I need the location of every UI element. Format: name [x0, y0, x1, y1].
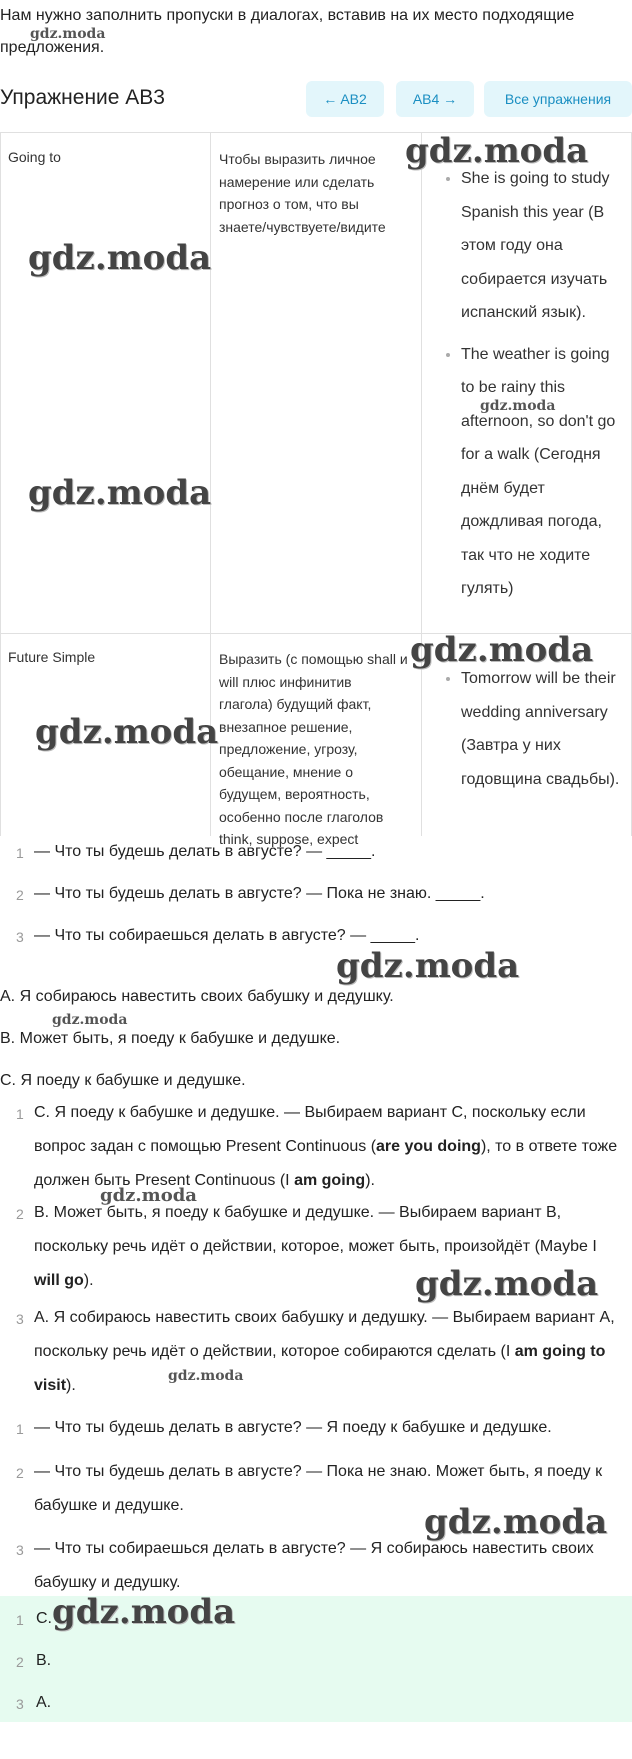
- watermark: gdz.moda: [168, 1368, 244, 1384]
- example-item: • Tomorrow will be their wedding anniversary (Завтра у них годовщина свадьбы).: [461, 662, 626, 796]
- list-number: 3: [16, 1542, 24, 1558]
- list-number: 3: [16, 1696, 24, 1712]
- prev-exercise-button[interactable]: ← AB2: [306, 81, 384, 117]
- watermark: gdz.moda: [415, 1264, 599, 1304]
- intro-line-1: Нам нужно заполнить пропуски в диалогах, вставив на их место подходящие: [0, 7, 575, 24]
- example-item: • The weather is going to be rainy this afternoon, so don't go for a walk (Сегодня днём будет дождливая погода, так что не ходите гулять): [461, 338, 626, 606]
- answer-line: B.: [36, 1652, 52, 1669]
- list-number: 2: [16, 1654, 24, 1670]
- table-divider: [421, 132, 422, 836]
- option-line: B. Может быть, я поеду к бабушке и дедушке.: [0, 1030, 341, 1047]
- watermark: gdz.moda: [28, 473, 212, 513]
- filled-dialog: — Что ты будешь делать в августе? — Я поеду к бабушке и дедушке.: [34, 1419, 552, 1436]
- watermark: gdz.moda: [52, 1012, 128, 1028]
- answer-line: C.: [36, 1610, 52, 1627]
- table-divider: [0, 633, 632, 634]
- table-cell-usage: Выразить (с помощью shall и will плюс инфинитив глагола) будущий факт, внезапное решение, предложение, угрозу, обещание, мнение о будущем, вероятность, особенно после глаголов think, suppose, expect: [219, 651, 408, 847]
- watermark: gdz.moda: [405, 131, 589, 171]
- list-number: 2: [16, 1465, 24, 1481]
- watermark: gdz.moda: [336, 946, 520, 986]
- watermark: gdz.moda: [30, 26, 106, 42]
- intro-line-2: предложения.: [0, 39, 105, 56]
- list-number: 1: [16, 1421, 24, 1437]
- dialog-line: — Что ты собираешься делать в августе? — _____.: [34, 927, 420, 944]
- table-cell-examples: [441, 662, 626, 804]
- page-title: Упражнение AB3: [0, 86, 165, 109]
- filled-dialog: — Что ты собираешься делать в августе? — Я собираюсь навестить своих бабушку и дедушку.: [34, 1540, 594, 1591]
- dialog-line: — Что ты будешь делать в августе? — _____.: [34, 843, 376, 860]
- watermark: gdz.moda: [480, 398, 556, 414]
- explanation-paragraph: A. Я собираюсь навестить своих бабушку и дедушку. — Выбираем вариант A, поскольку речь идёт о действии, которое собираются сделать (I am going to visit).: [34, 1309, 615, 1394]
- option-line: C. Я поеду к бабушке и дедушке.: [0, 1072, 246, 1089]
- list-number: 2: [16, 1206, 24, 1222]
- list-number: 2: [16, 887, 24, 903]
- table-cell-tense: Future Simple: [8, 649, 96, 665]
- next-exercise-button[interactable]: AB4 →: [396, 81, 474, 117]
- watermark: gdz.moda: [35, 712, 219, 752]
- list-number: 1: [16, 1612, 24, 1628]
- list-number: 1: [16, 845, 24, 861]
- watermark: gdz.moda: [52, 1592, 236, 1632]
- answers-box: [0, 1596, 632, 1722]
- list-number: 1: [16, 1106, 24, 1122]
- explanation-paragraph: B. Может быть, я поеду к бабушке и дедушке. — Выбираем вариант B, поскольку речь идёт о действии, которое, может быть, произойдёт (Maybe I will go).: [34, 1204, 597, 1289]
- table-divider: [210, 132, 211, 836]
- watermark: gdz.moda: [410, 630, 594, 670]
- table-cell-examples: [441, 162, 626, 614]
- list-number: 3: [16, 929, 24, 945]
- watermark: gdz.moda: [424, 1502, 608, 1542]
- explanation-paragraph: C. Я поеду к бабушке и дедушке. — Выбираем вариант C, поскольку если вопрос задан с помощью Present Continuous (are you doing), то в ответе тоже должен быть Present Continuous (I am going).: [34, 1104, 618, 1189]
- dialog-line: — Что ты будешь делать в августе? — Пока не знаю. _____.: [34, 885, 485, 902]
- option-line: A. Я собираюсь навестить своих бабушку и дедушку.: [0, 988, 394, 1005]
- table-divider: [0, 132, 1, 836]
- filled-dialog: — Что ты будешь делать в августе? — Пока не знаю. Может быть, я поеду к бабушке и дедушке.: [34, 1463, 603, 1514]
- table-divider: [0, 132, 632, 133]
- list-number: 3: [16, 1311, 24, 1327]
- all-exercises-button[interactable]: Все упражнения: [484, 81, 632, 117]
- watermark: gdz.moda: [100, 1185, 197, 1206]
- grammar-table: [0, 132, 632, 847]
- table-cell-tense: Going to: [8, 149, 61, 165]
- example-item: • She is going to study Spanish this year (В этом году она собирается изучать испанский язык).: [461, 162, 626, 330]
- watermark: gdz.moda: [28, 238, 212, 278]
- answer-line: A.: [36, 1694, 52, 1711]
- table-cell-usage: Чтобы выразить личное намерение или сделать прогноз о том, что вы знаете/чувствуете/видите: [219, 151, 386, 235]
